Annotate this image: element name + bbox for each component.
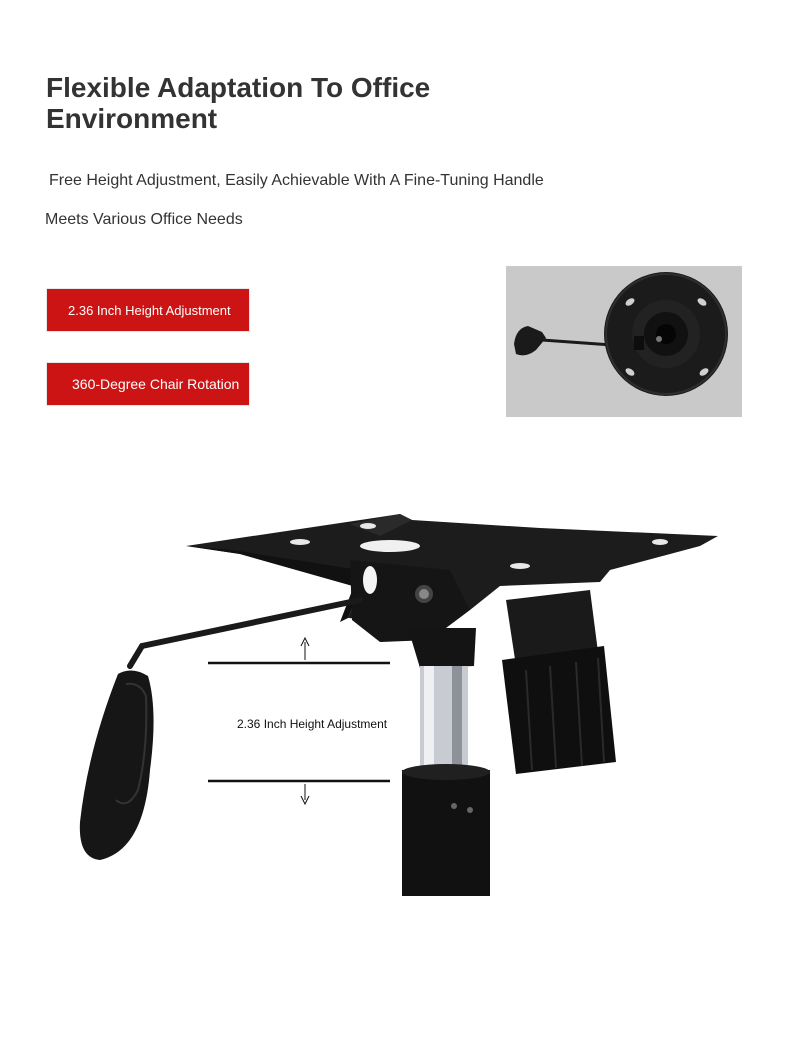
feature-badge-height-label: 2.36 Inch Height Adjustment (68, 302, 231, 318)
subtitle-line-2: Meets Various Office Needs (45, 211, 243, 228)
feature-badge-height (47, 289, 249, 331)
subtitle-line-1: Free Height Adjustment, Easily Achievable With A Fine-Tuning Handle (49, 172, 544, 189)
feature-badge-rotation-label: 360-Degree Chair Rotation (72, 376, 240, 392)
height-dimension-label: 2.36 Inch Height Adjustment (237, 717, 388, 731)
page-title: Flexible Adaptation To Office Environment (46, 72, 431, 134)
feature-badge-rotation (47, 363, 249, 405)
chair-mechanism-illustration (0, 470, 790, 910)
swivel-plate-photo (506, 266, 742, 417)
swivel-plate-illustration (506, 266, 742, 417)
